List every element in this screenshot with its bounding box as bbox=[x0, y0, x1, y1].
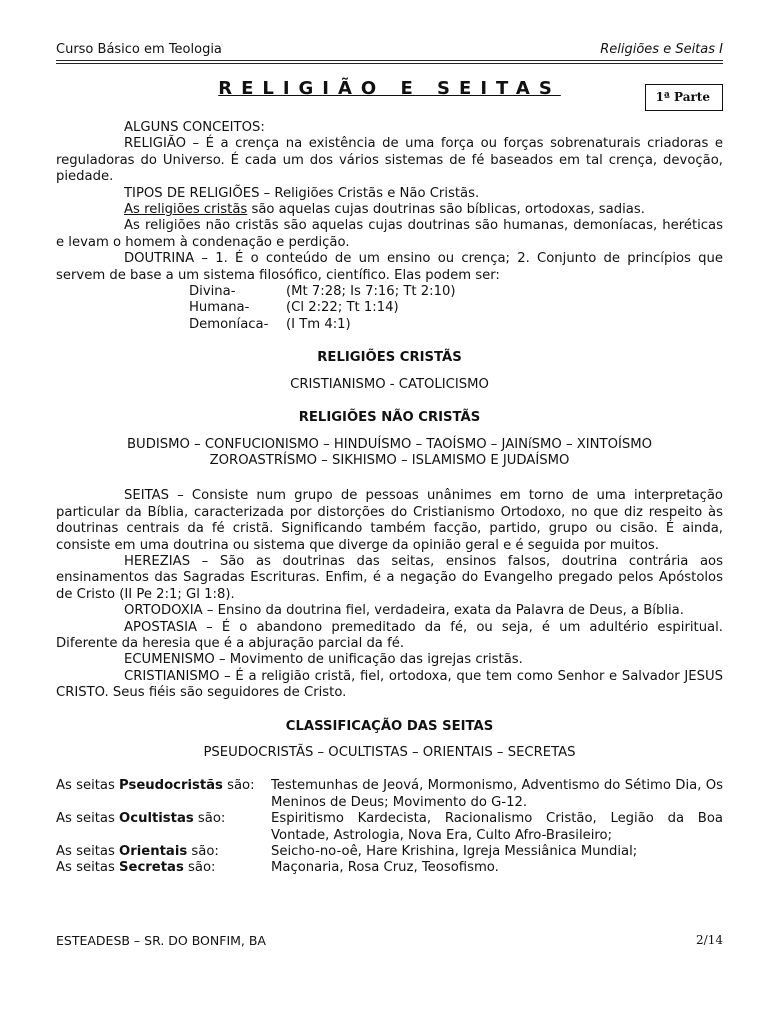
religiao-definition: RELIGIÃO – É a crença na existência de uma força ou forças sobrenaturais criadoras e reguladoras do Universo. É cada um dos vários sistemas de fé baseados em tal crença, devoção, piedade. bbox=[56, 136, 723, 185]
classification-heading: CLASSIFICAÇÃO DAS SEITAS bbox=[285, 718, 494, 734]
concepts-heading: ALGUNS CONCEITOS: bbox=[124, 120, 265, 135]
classification-value: Seicho-no-oê, Hare Krishina, Igreja Messiânica Mundial; bbox=[271, 844, 638, 860]
seitas-definition: SEITAS – Consiste num grupo de pessoas unânimes em torno de uma interpretação particular da Bíblia, caracterizada por distorções do Cristianismo Ortodoxo, no que diz respeito às doutrinas centrais da fé cristã. Significando também facção, partido, grupo ou cisão. É ainda, consiste em uma doutrina ou sistema que diverge da opinião geral e é seguida por muitos. bbox=[56, 488, 723, 553]
label-suffix: são: bbox=[187, 844, 219, 860]
classification-list: PSEUDOCRISTÃS – OCULTISTAS – ORIENTAIS – SECRETAS bbox=[203, 745, 576, 760]
non-christian-list-line2: ZOROASTRÍSMO – SIKHISMO – ISLAMISMO E JUDAÍSMO bbox=[209, 452, 570, 468]
header-section: Religiões e Seitas I bbox=[600, 42, 723, 57]
label-suffix: são: bbox=[183, 860, 216, 876]
doutrina-type-row bbox=[189, 284, 723, 300]
classification-row bbox=[56, 860, 723, 876]
ortodoxia-definition: ORTODOXIA – Ensino da doutrina fiel, verdadeira, exata da Palavra de Deus, a Bíblia. bbox=[124, 603, 684, 619]
footer-institution: ESTEADESB – SR. DO BONFIM, BA bbox=[56, 933, 266, 948]
classification-label bbox=[56, 778, 271, 811]
label-prefix: As seitas bbox=[56, 811, 120, 827]
doutrina-type-row bbox=[189, 317, 723, 333]
doutrina-type-row bbox=[189, 300, 723, 316]
cristas-text: são aquelas cujas doutrinas são bíblicas, ortodoxas, sadias. bbox=[247, 202, 645, 218]
classification-row bbox=[56, 811, 723, 844]
doutrina-type-label: Divina- bbox=[189, 284, 236, 300]
label-term: Ocultistas bbox=[119, 811, 194, 827]
ecumenismo-definition: ECUMENISMO – Movimento de unificação das igrejas cristãs. bbox=[124, 652, 523, 668]
label-suffix: são: bbox=[193, 811, 226, 827]
cristas-term: As religiões cristãs bbox=[124, 202, 248, 218]
christian-heading: RELIGIÕES CRISTÃS bbox=[317, 350, 462, 366]
doutrina-definition: DOUTRINA – 1. É o conteúdo de um ensino ou crença; 2. Conjunto de princípios que servem de base a um sistema filosófico, científico. Elas podem ser: bbox=[56, 251, 723, 283]
label-term: Secretas bbox=[119, 860, 184, 876]
nao-cristas-definition: As religiões não cristãs são aquelas cujas doutrinas são humanas, demoníacas, heréticas e levam o homem à condenação e perdição. bbox=[56, 218, 723, 250]
page-content bbox=[56, 40, 723, 877]
classification-label bbox=[56, 811, 271, 844]
part-box: 1ª Parte bbox=[645, 84, 723, 111]
label-term: Orientais bbox=[119, 844, 188, 860]
label-prefix: As seitas bbox=[56, 778, 120, 794]
herezias-definition: HEREZIAS – São as doutrinas das seitas, ensinos falsos, doutrina contrária aos ensinamentos das Sagradas Escrituras. Enfim, é a negação do Evangelho pregado pelos Apóstolos de Cristo (II Pe 2:1; Gl 1:8). bbox=[56, 553, 723, 602]
classification-row bbox=[56, 778, 723, 811]
doutrina-type-refs: (Mt 7:28; Is 7:16; Tt 2:10) bbox=[286, 284, 456, 300]
title-row bbox=[56, 78, 723, 120]
classification-row bbox=[56, 844, 723, 860]
page-footer bbox=[56, 933, 723, 948]
page-title: RELIGIÃO E SEITAS bbox=[218, 78, 561, 99]
cristianismo-definition: CRISTIANISMO – É a religião cristã, fiel, ortodoxa, que tem como Senhor e Salvador JESUS CRISTO. Seus fiéis são seguidores de Cristo. bbox=[56, 668, 723, 701]
doutrina-types bbox=[189, 284, 723, 333]
classification-label bbox=[56, 860, 271, 876]
doutrina-type-label: Humana- bbox=[189, 300, 250, 316]
doutrina-type-refs: (Cl 2:22; Tt 1:14) bbox=[286, 300, 399, 316]
cristas-definition bbox=[56, 202, 723, 218]
doutrina-type-refs: (I Tm 4:1) bbox=[286, 316, 351, 332]
doutrina-type-label: Demoníaca- bbox=[189, 316, 269, 332]
classification-value: Testemunhas de Jeová, Mormonismo, Adventismo do Sétimo Dia, Os Meninos de Deus; Movimento do G-12. bbox=[271, 778, 723, 810]
classification-value: Espiritismo Kardecista, Racionalismo Cristão, Legião da Boa Vontade, Astrologia, Nova Era, Culto Afro-Brasileiro; bbox=[271, 811, 723, 843]
non-christian-list-line1: BUDISMO – CONFUCIONISMO – HINDUÍSMO – TAOÍSMO – JAINíSMO – XINTOÍSMO bbox=[127, 436, 652, 452]
header-course: Curso Básico em Teologia bbox=[56, 42, 222, 57]
classification-value: Maçonaria, Rosa Cruz, Teosofismo. bbox=[271, 860, 499, 876]
label-term: Pseudocristãs bbox=[119, 778, 223, 794]
non-christian-heading: RELIGIÕES NÃO CRISTÃS bbox=[298, 410, 481, 426]
page-number: 2/14 bbox=[696, 933, 723, 947]
label-suffix: são: bbox=[222, 778, 255, 794]
tipos-definition: TIPOS DE RELIGIÕES – Religiões Cristãs e Não Cristãs. bbox=[124, 185, 480, 201]
document-body bbox=[56, 120, 723, 877]
christian-list: CRISTIANISMO - CATOLICISMO bbox=[290, 376, 489, 392]
label-prefix: As seitas bbox=[56, 844, 120, 860]
classification-label bbox=[56, 844, 271, 860]
apostasia-definition: APOSTASIA – É o abandono premeditado da fé, ou seja, é um adultério espiritual. Diferente da heresia que é a abjuração parcial da fé. bbox=[56, 619, 723, 651]
label-prefix: As seitas bbox=[56, 860, 120, 876]
running-header bbox=[56, 40, 723, 59]
header-rule bbox=[56, 60, 723, 64]
